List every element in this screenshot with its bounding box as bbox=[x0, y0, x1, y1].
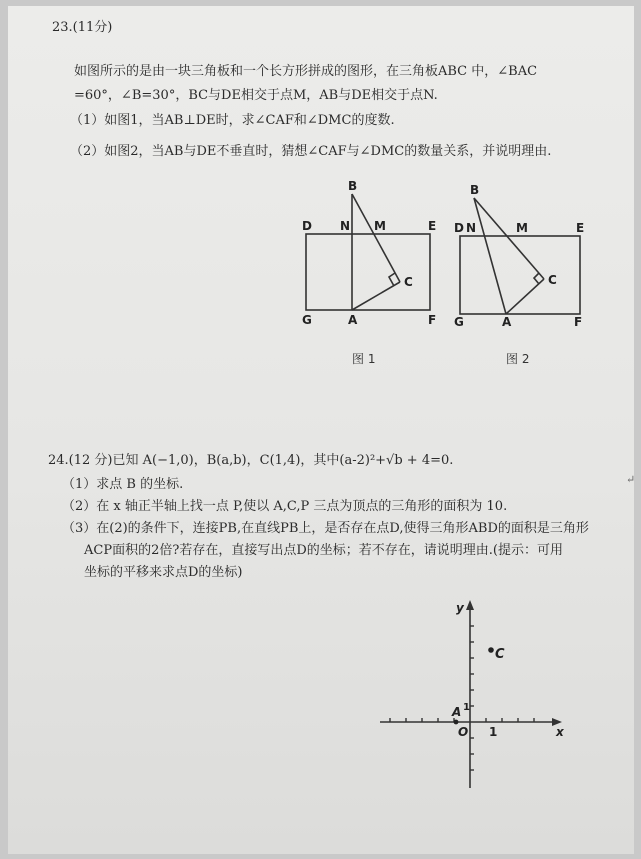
q24-part3-line1: （3）在(2)的条件下，连接PB,在直线PB上，是否存在点D,使得三角形ABD的面积是三角形 bbox=[62, 521, 589, 536]
fig2-label-c: C bbox=[548, 273, 557, 287]
fig2-label-b: B bbox=[470, 183, 480, 197]
y-axis-arrow bbox=[466, 600, 474, 610]
q23-part1: （1）如图1，当AB⊥DE时，求∠CAF和∠DMC的度数. bbox=[70, 113, 395, 128]
q24-part2: （2）在 x 轴正半轴上找一点 P,使以 A,C,P 三点为顶点的三角形的面积为 10. bbox=[62, 499, 508, 514]
fig1-label-m: M bbox=[374, 219, 386, 233]
figure-1 bbox=[290, 178, 440, 326]
y-unit-label: 1 bbox=[463, 702, 470, 713]
coordinate-graph bbox=[372, 594, 572, 794]
fig2-label-f: F bbox=[574, 315, 583, 328]
fig2-label-d: D bbox=[454, 221, 464, 235]
x-unit-label: 1 bbox=[489, 725, 498, 739]
q24-part1: （1）求点 B 的坐标. bbox=[62, 477, 184, 492]
svg-text:图 1: 图 1 bbox=[352, 352, 376, 366]
fig1-label-e: E bbox=[428, 219, 437, 233]
q23-part2: （2）如图2，当AB与DE不垂直时，猜想∠CAF与∠DMC的数量关系，并说明理由. bbox=[70, 144, 552, 159]
figure-2 bbox=[446, 182, 596, 328]
q23-line1: 如图所示的是由一块三角板和一个长方形拼成的图形，在三角板ABC 中，∠BAC bbox=[74, 64, 538, 79]
figure-1-caption bbox=[346, 350, 386, 368]
fig1-label-g: G bbox=[302, 313, 312, 326]
fig1-side-bc bbox=[352, 194, 400, 282]
fig2-label-m: M bbox=[516, 221, 528, 235]
fig2-label-e: E bbox=[576, 221, 585, 235]
q24-line1: 24.(12 分)已知 A(−1,0)，B(a,b)，C(1,4)，其中(a-2)²+√b + 4=0. bbox=[48, 453, 454, 468]
fig2-rectangle bbox=[460, 236, 580, 314]
fig1-label-n: N bbox=[340, 219, 351, 233]
fig1-side-ca bbox=[352, 282, 400, 310]
origin-label: O bbox=[458, 725, 469, 739]
margin-return-mark: ↵ bbox=[626, 473, 636, 486]
fig1-label-f: F bbox=[428, 313, 437, 326]
fig1-rectangle bbox=[306, 234, 430, 310]
point-c bbox=[488, 647, 494, 653]
fig2-label-g: G bbox=[454, 315, 464, 328]
fig1-label-b: B bbox=[348, 179, 358, 193]
fig1-right-angle-c bbox=[389, 273, 395, 286]
fig2-label-a: A bbox=[502, 315, 512, 328]
fig1-label-c: C bbox=[404, 275, 413, 289]
fig1-label-d: D bbox=[302, 219, 312, 233]
q24-part3-line3: 坐标的平移来求点D的坐标) bbox=[84, 565, 243, 580]
point-a-label: A bbox=[452, 705, 462, 719]
figure-2-caption bbox=[500, 350, 540, 368]
q24-part3-line2: ACP面积的2倍?若存在，直接写出点D的坐标；若不存在，请说明理由.(提示：可用 bbox=[84, 543, 563, 558]
fig2-right-angle-c bbox=[534, 273, 539, 284]
q23-header: 23.(11分) bbox=[52, 20, 113, 35]
point-a bbox=[454, 720, 459, 725]
point-c-label: C bbox=[495, 647, 505, 662]
svg-text:图 2: 图 2 bbox=[506, 352, 530, 366]
fig1-label-a: A bbox=[348, 313, 358, 326]
q23-line2: =60°，∠B=30°，BC与DE相交于点M，AB与DE相交于点N. bbox=[74, 88, 438, 103]
x-axis-label: x bbox=[556, 725, 564, 739]
y-axis-label: y bbox=[456, 601, 464, 615]
fig2-label-n: N bbox=[466, 221, 477, 235]
exam-page bbox=[8, 6, 634, 854]
